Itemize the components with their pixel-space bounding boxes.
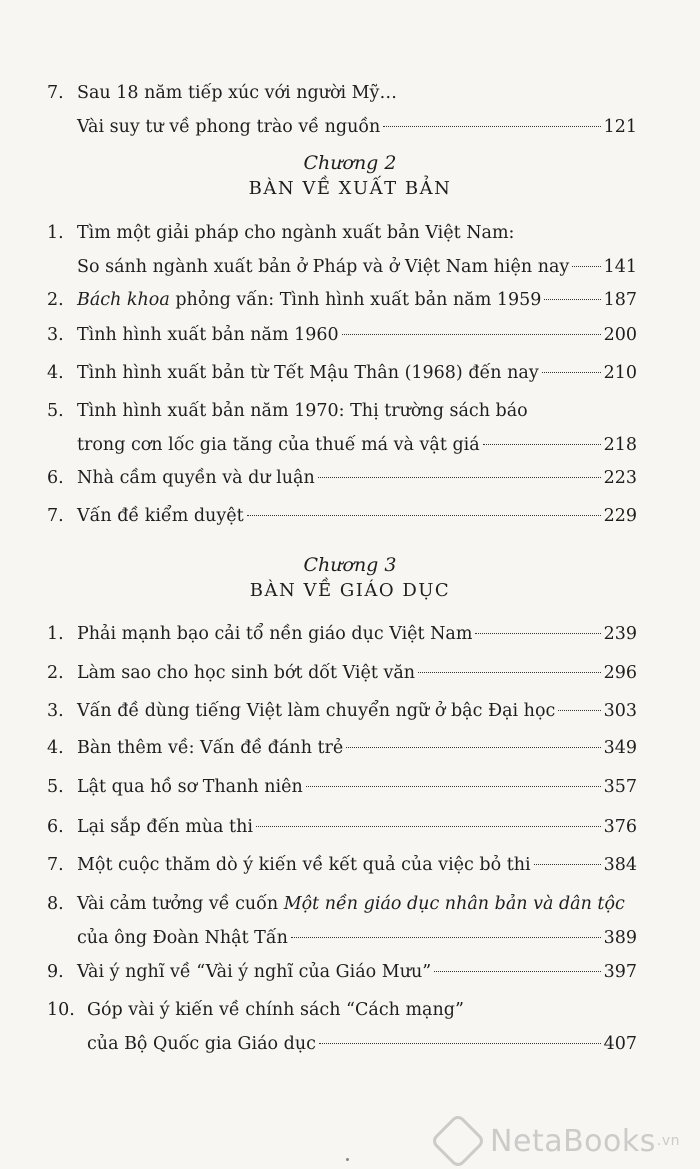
entry-line: Vài suy tư về phong trào về nguồn xyxy=(77,117,381,137)
entry-number: 6. xyxy=(47,817,64,837)
toc-entry xyxy=(47,283,637,317)
entry-number: 1. xyxy=(47,223,64,243)
entry-number: 2. xyxy=(47,663,64,683)
entry-line: Tìm một giải pháp cho ngành xuất bản Việt Nam: xyxy=(77,223,515,243)
dot-leader xyxy=(247,515,601,516)
page-number: 357 xyxy=(603,777,637,797)
entry-number: 10. xyxy=(47,1000,75,1020)
page-number: 407 xyxy=(603,1034,637,1054)
chapter-title: BÀN VỀ GIÁO DỤC xyxy=(249,580,451,601)
toc-entry xyxy=(47,356,637,390)
entry-line: Vấn đề kiểm duyệt xyxy=(77,506,244,526)
toc-entry xyxy=(47,810,637,844)
toc-entry xyxy=(47,394,637,462)
entry-line: Góp vài ý kiến về chính sách “Cách mạng” xyxy=(87,1000,464,1020)
chapter-label: Chương 3 xyxy=(303,554,397,576)
entry-number: 3. xyxy=(47,701,64,721)
dot-leader xyxy=(306,786,601,787)
entry-number: 4. xyxy=(47,738,64,758)
watermark-brand: NetaBooks xyxy=(490,1123,656,1159)
entry-number: 4. xyxy=(47,363,64,383)
entry-line: Tình hình xuất bản năm 1970: Thị trường sách báo xyxy=(77,401,528,421)
chapter-label: Chương 2 xyxy=(303,152,397,174)
page-number: 187 xyxy=(603,290,637,310)
page-number: 376 xyxy=(603,817,637,837)
dot-leader xyxy=(534,864,601,865)
entry-line: trong cơn lốc gia tăng của thuế má và vật giá xyxy=(77,435,480,455)
netabooks-logo-icon xyxy=(430,1113,487,1169)
entry-line: Sau 18 năm tiếp xúc với người Mỹ… xyxy=(77,83,397,103)
toc-entry xyxy=(47,848,637,882)
entry-line: Lại sắp đến mùa thi xyxy=(77,817,253,837)
toc-entry xyxy=(47,955,637,989)
page-number: 223 xyxy=(603,468,637,488)
entry-number: 7. xyxy=(47,506,64,526)
entry-line: Bàn thêm về: Vấn đề đánh trẻ xyxy=(77,738,344,758)
toc-entry xyxy=(47,318,637,352)
entry-line: Tình hình xuất bản từ Tết Mậu Thân (1968) đến nay xyxy=(77,363,539,383)
entry-number: 2. xyxy=(47,290,64,310)
entry-number: 7. xyxy=(47,855,64,875)
chapter-heading xyxy=(0,552,700,604)
page-number: 121 xyxy=(603,117,637,137)
page-number: 239 xyxy=(603,624,637,644)
dot-leader xyxy=(342,334,601,335)
entry-line: Nhà cầm quyền và dư luận xyxy=(77,468,315,488)
dot-leader xyxy=(418,672,601,673)
entry-number: 5. xyxy=(47,777,64,797)
entry-line: Tình hình xuất bản năm 1960 xyxy=(77,325,339,345)
entry-italic-title: Bách khoa xyxy=(77,290,170,310)
dot-leader xyxy=(542,372,601,373)
entry-number: 6. xyxy=(47,468,64,488)
toc-entry xyxy=(47,656,637,690)
dot-leader xyxy=(346,747,600,748)
page-number: 303 xyxy=(603,701,637,721)
page-number: 229 xyxy=(603,506,637,526)
page-number: 218 xyxy=(603,435,637,455)
toc-entry xyxy=(47,499,637,533)
page-number: 200 xyxy=(603,325,637,345)
toc-entry xyxy=(47,694,637,728)
entry-line: Một cuộc thăm dò ý kiến về kết quả của việc bỏ thi xyxy=(77,855,531,875)
dot-leader xyxy=(256,826,601,827)
entry-number: 1. xyxy=(47,624,64,644)
entry-line: Vấn đề dùng tiếng Việt làm chuyển ngữ ở bậc Đại học xyxy=(77,701,556,721)
page-number: 141 xyxy=(603,257,637,277)
toc-entry xyxy=(47,887,637,955)
entry-number: 8. xyxy=(47,894,64,914)
entry-number: 9. xyxy=(47,962,64,982)
dot-leader xyxy=(383,126,600,127)
dot-leader xyxy=(483,444,601,445)
toc-entry xyxy=(47,993,637,1061)
entry-number: 3. xyxy=(47,325,64,345)
dot-leader xyxy=(319,1043,601,1044)
entry-number: 7. xyxy=(47,83,64,103)
page-number: 349 xyxy=(603,738,637,758)
toc-entry xyxy=(47,216,637,284)
entry-line: Lật qua hồ sơ Thanh niên xyxy=(77,777,303,797)
dot-leader xyxy=(572,266,600,267)
entry-italic-title: Một nền giáo dục nhân bản và dân tộc xyxy=(283,894,625,914)
dot-leader xyxy=(475,633,600,634)
dot-leader xyxy=(544,299,600,300)
entry-line: So sánh ngành xuất bản ở Pháp và ở Việt Nam hiện nay xyxy=(77,257,570,277)
toc-entry xyxy=(47,461,637,495)
entry-line: Vài cảm tưởng về cuốn xyxy=(77,894,284,914)
watermark xyxy=(438,1121,680,1161)
page-number: 384 xyxy=(603,855,637,875)
page-mark xyxy=(346,1158,349,1161)
dot-leader xyxy=(318,477,601,478)
toc-entry xyxy=(47,76,637,144)
entry-line: Làm sao cho học sinh bớt dốt Việt văn xyxy=(77,663,416,683)
watermark-suffix: .vn xyxy=(656,1133,680,1149)
dot-leader xyxy=(434,971,600,972)
entry-line: Vài ý nghĩ về “Vài ý nghĩ của Giáo Mưu” xyxy=(77,962,432,982)
dot-leader xyxy=(558,710,600,711)
entry-line: của ông Đoàn Nhật Tấn xyxy=(77,928,288,948)
entry-number: 5. xyxy=(47,401,64,421)
entry-line: của Bộ Quốc gia Giáo dục xyxy=(87,1034,316,1054)
page-number: 296 xyxy=(603,663,637,683)
toc-entry xyxy=(47,731,637,765)
entry-line: phỏng vấn: Tình hình xuất bản năm 1959 xyxy=(169,290,542,310)
toc-entry xyxy=(47,617,637,651)
page-number: 389 xyxy=(603,928,637,948)
entry-line: Phải mạnh bạo cải tổ nền giáo dục Việt Nam xyxy=(77,624,473,644)
toc-entry xyxy=(47,770,637,804)
chapter-title: BÀN VỀ XUẤT BẢN xyxy=(248,178,452,199)
page-number: 210 xyxy=(603,363,637,383)
chapter-heading xyxy=(0,150,700,202)
page-number: 397 xyxy=(603,962,637,982)
dot-leader xyxy=(291,937,601,938)
